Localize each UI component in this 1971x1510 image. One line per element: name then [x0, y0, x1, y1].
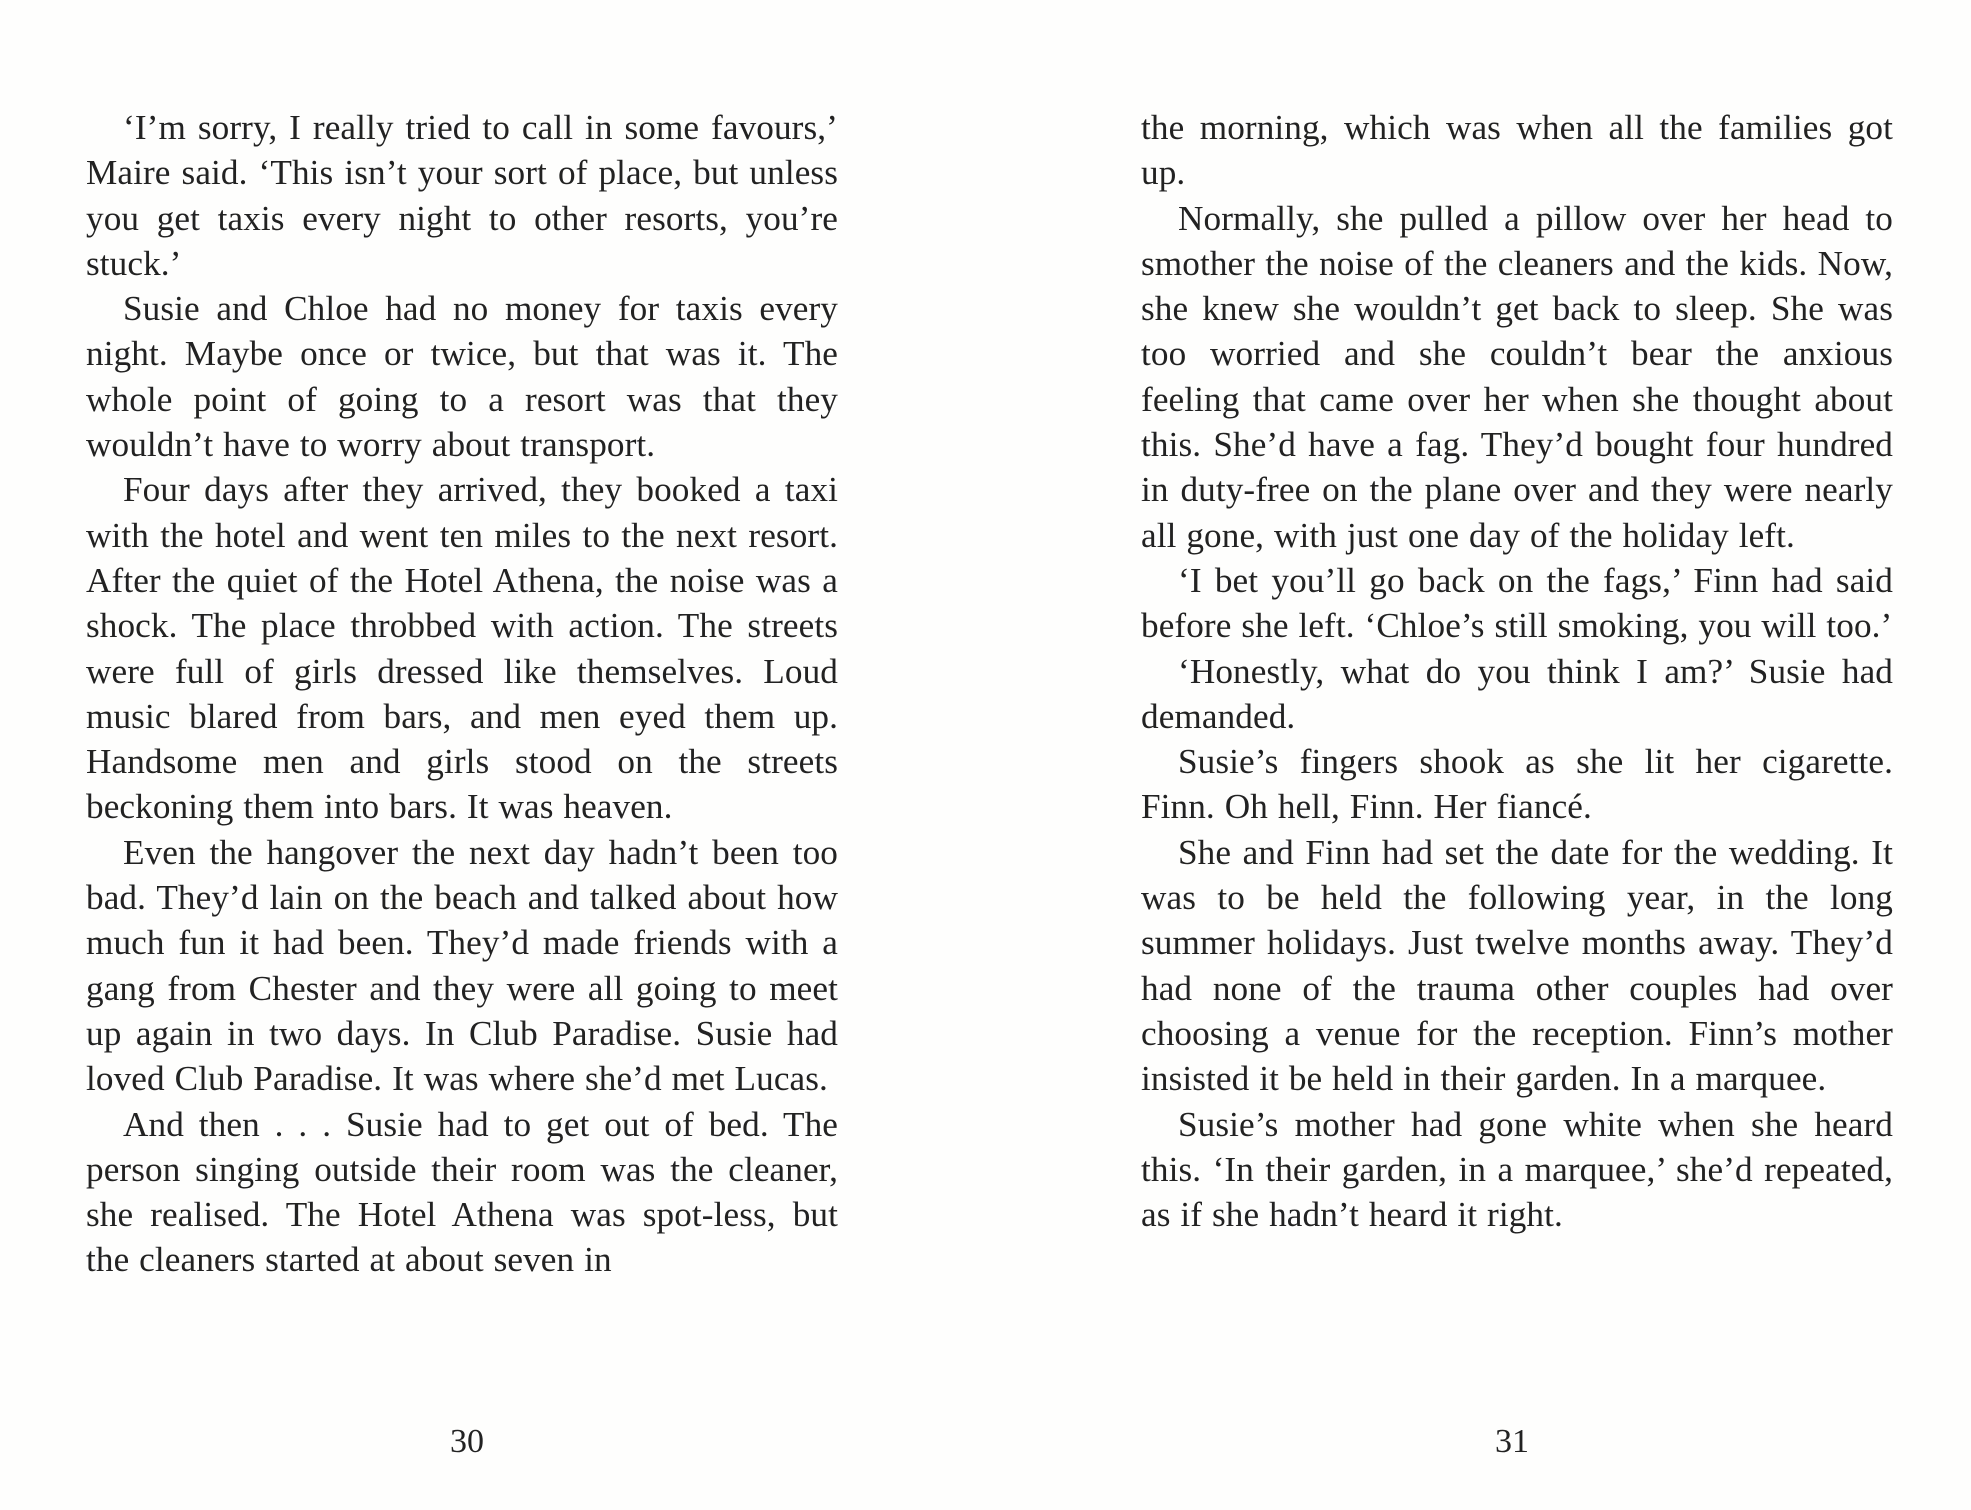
right-page [1141, 105, 1893, 1405]
right-page-body [1141, 105, 1893, 1237]
paragraph: ‘I bet you’ll go back on the fags,’ Finn had said before she left. ‘Chloe’s still smoking, you will too.’ [1141, 560, 1893, 646]
left-page [86, 105, 838, 1405]
paragraph: Susie’s mother had gone white when she heard this. ‘In their garden, in a marquee,’ she’d repeated, as if she hadn’t heard it right. [1141, 1104, 1893, 1235]
paragraph: And then . . . Susie had to get out of bed. The person singing outside their room was the cleaner, she realised. The Hotel Athena was spot-less, but the cleaners started at about seven in [86, 1104, 838, 1280]
paragraph: She and Finn had set the date for the wedding. It was to be held the following year, in the long summer holidays. Just twelve months away. They’d had none of the trauma other couples had over choosing a venue for the reception. Finn’s mother insisted it be held in their garden. In a marquee. [1141, 832, 1893, 1099]
paragraph: ‘I’m sorry, I really tried to call in some favours,’ Maire said. ‘This isn’t your sort of place, but unless you get taxis every night to other resorts, you’re stuck.’ [86, 108, 838, 283]
page-number-left: 30 [450, 1423, 484, 1460]
paragraph: Susie’s fingers shook as she lit her cigarette. Finn. Oh hell, Finn. Her fiancé. [1141, 742, 1893, 827]
paragraph: Even the hangover the next day hadn’t been too bad. They’d lain on the beach and talked about how much fun it had been. They’d made friends with a gang from Chester and they were all going to meet up again in two days. In Club Paradise. Susie had loved Club Paradise. It was where she’d met Lucas. [86, 832, 838, 1099]
paragraph: Susie and Chloe had no money for taxis every night. Maybe once or twice, but that was it. The whole point of going to a resort was that they wouldn’t have to worry about transport. [86, 289, 838, 465]
paragraph: ‘Honestly, what do you think I am?’ Susie had demanded. [1141, 651, 1893, 736]
page-number-right: 31 [1495, 1423, 1529, 1460]
paragraph: Normally, she pulled a pillow over her head to smother the noise of the cleaners and the kids. Now, she knew she wouldn’t get back to sleep. She was too worried and she couldn’t bear the anxious feeling that came over her when she thought about this. She’d have a fag. They’d bought four hundred in duty-free on the plane over and they were nearly all gone, with just one day of the holiday left. [1141, 198, 1893, 555]
paragraph: Four days after they arrived, they booked a taxi with the hotel and went ten miles to the next resort. After the quiet of the Hotel Athena, the noise was a shock. The place throbbed with action. The streets were full of girls dressed like themselves. Loud music blared from bars, and men eyed them up. Handsome men and girls stood on the streets beckoning them into bars. It was heaven. [86, 470, 838, 827]
paragraph-continued: the morning, which was when all the families got up. [1141, 108, 1893, 193]
left-page-body [86, 105, 838, 1283]
